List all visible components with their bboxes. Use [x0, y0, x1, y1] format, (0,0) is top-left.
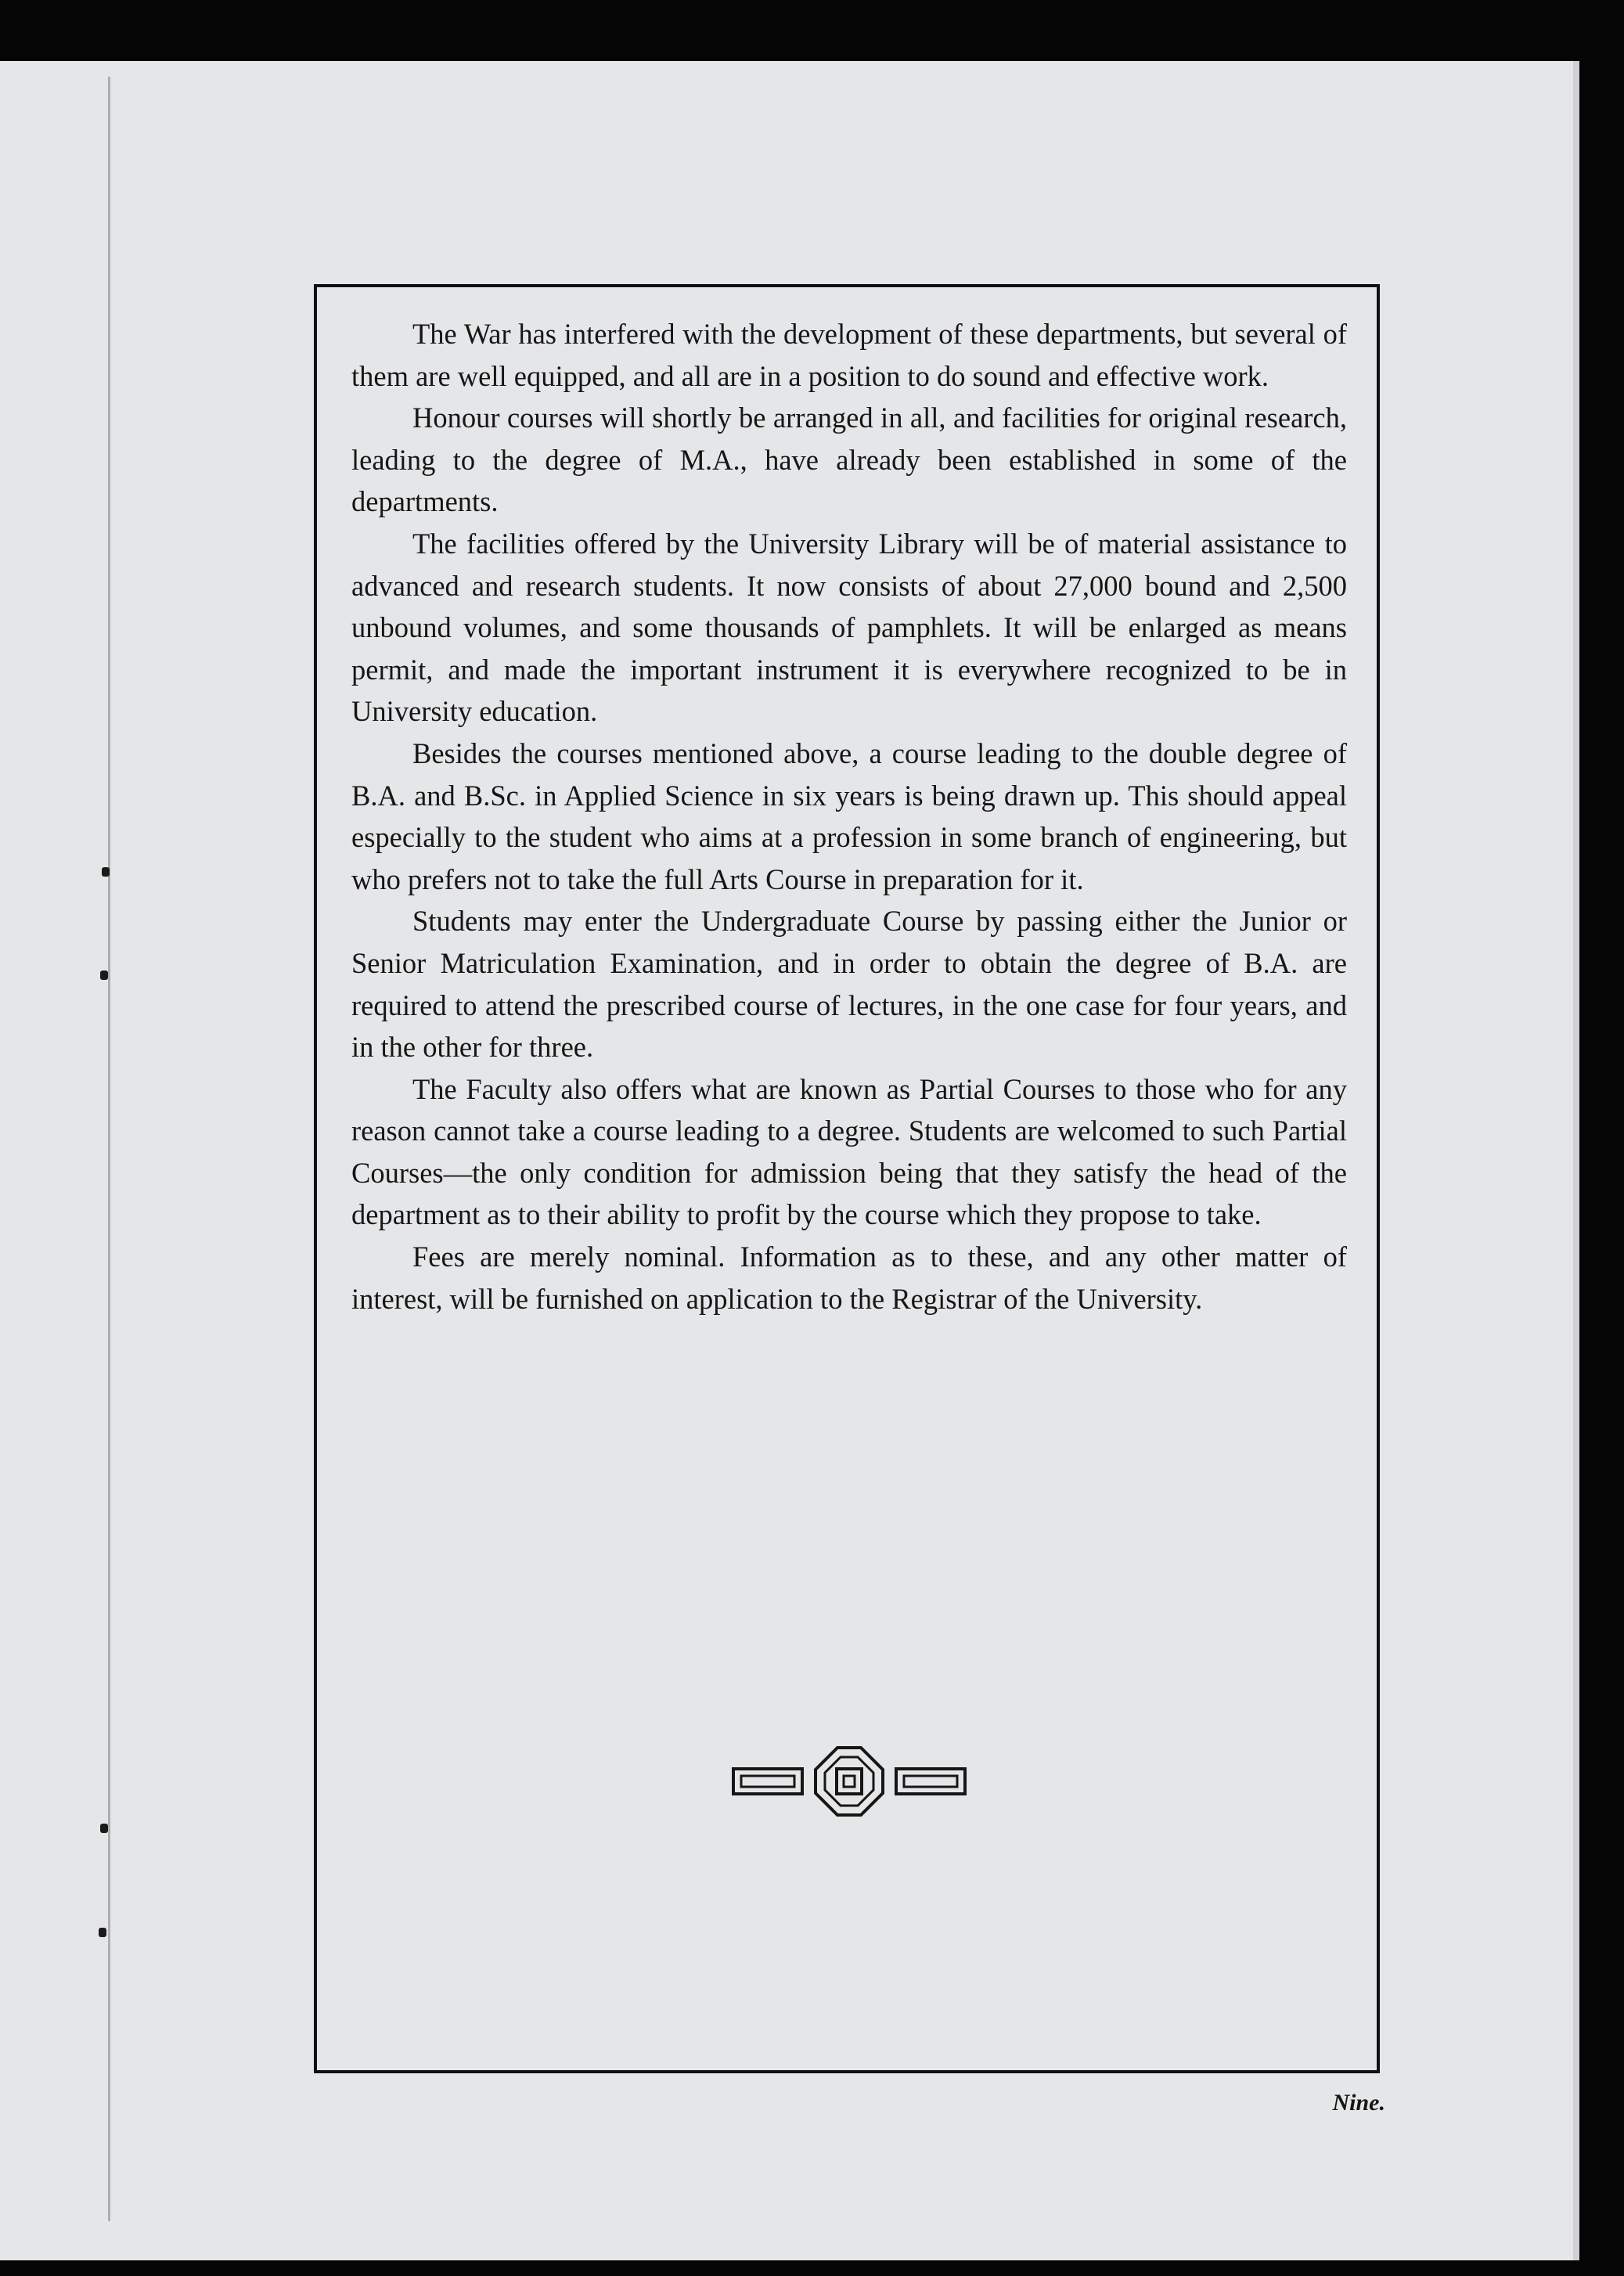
ornament-icon — [732, 1743, 967, 1821]
page-edge — [1573, 61, 1579, 2260]
paragraph: The facilities offered by the University Library will be of material assistance to advanced and research students. It now consists of about 27,000 bound and 2,500 unbound volumes, and some thousands of pamphlets. It will be enlarged as means permit, and made the important instrument it is everywhere recognized to be in University education. — [351, 527, 1347, 728]
paragraph: Honour courses will shortly be arranged in all, and facilities for original research, leading to the degree of M.A., have already been established in some of the departments. — [351, 402, 1347, 518]
paragraph: Fees are merely nominal. Information as to these, and any other matter of interest, will be furnished on application to the Registrar of the University. — [351, 1241, 1347, 1315]
paragraph: Students may enter the Undergraduate Course by passing either the Junior or Senior Matriculation Examination, and in order to obtain the degree of B.A. are required to attend the prescribed course of lectures, in the one case for four years, and in the other for three. — [351, 905, 1347, 1064]
paragraph: Besides the courses mentioned above, a course leading to the double degree of B.A. and B.Sc. in Applied Science in six years is being drawn up. This should appeal especially to the student who aims at a profession in some branch of engineering, but who prefers not to take the full Arts Course in preparation for it. — [351, 736, 1347, 895]
page-number: Nine. — [1332, 2090, 1385, 2116]
paragraph: The Faculty also offers what are known as Partial Courses to those who for any reason cannot take a course leading to a degree. Students are welcomed to such Partial Courses—the only condition for admission being that they satisfy the head of the department as to their ability to profit by the course which they propose to take. — [351, 1072, 1347, 1231]
gutter-mark — [102, 867, 110, 877]
gutter-mark — [100, 1824, 108, 1833]
body-text — [351, 313, 1347, 1320]
gutter-mark — [100, 971, 108, 980]
binding-gutter-line — [108, 77, 110, 2221]
paragraph: The War has interfered with the development of these departments, but several of them are well equipped, and all are in a position to do sound and effective work. — [351, 318, 1347, 392]
gutter-mark — [99, 1928, 106, 1937]
